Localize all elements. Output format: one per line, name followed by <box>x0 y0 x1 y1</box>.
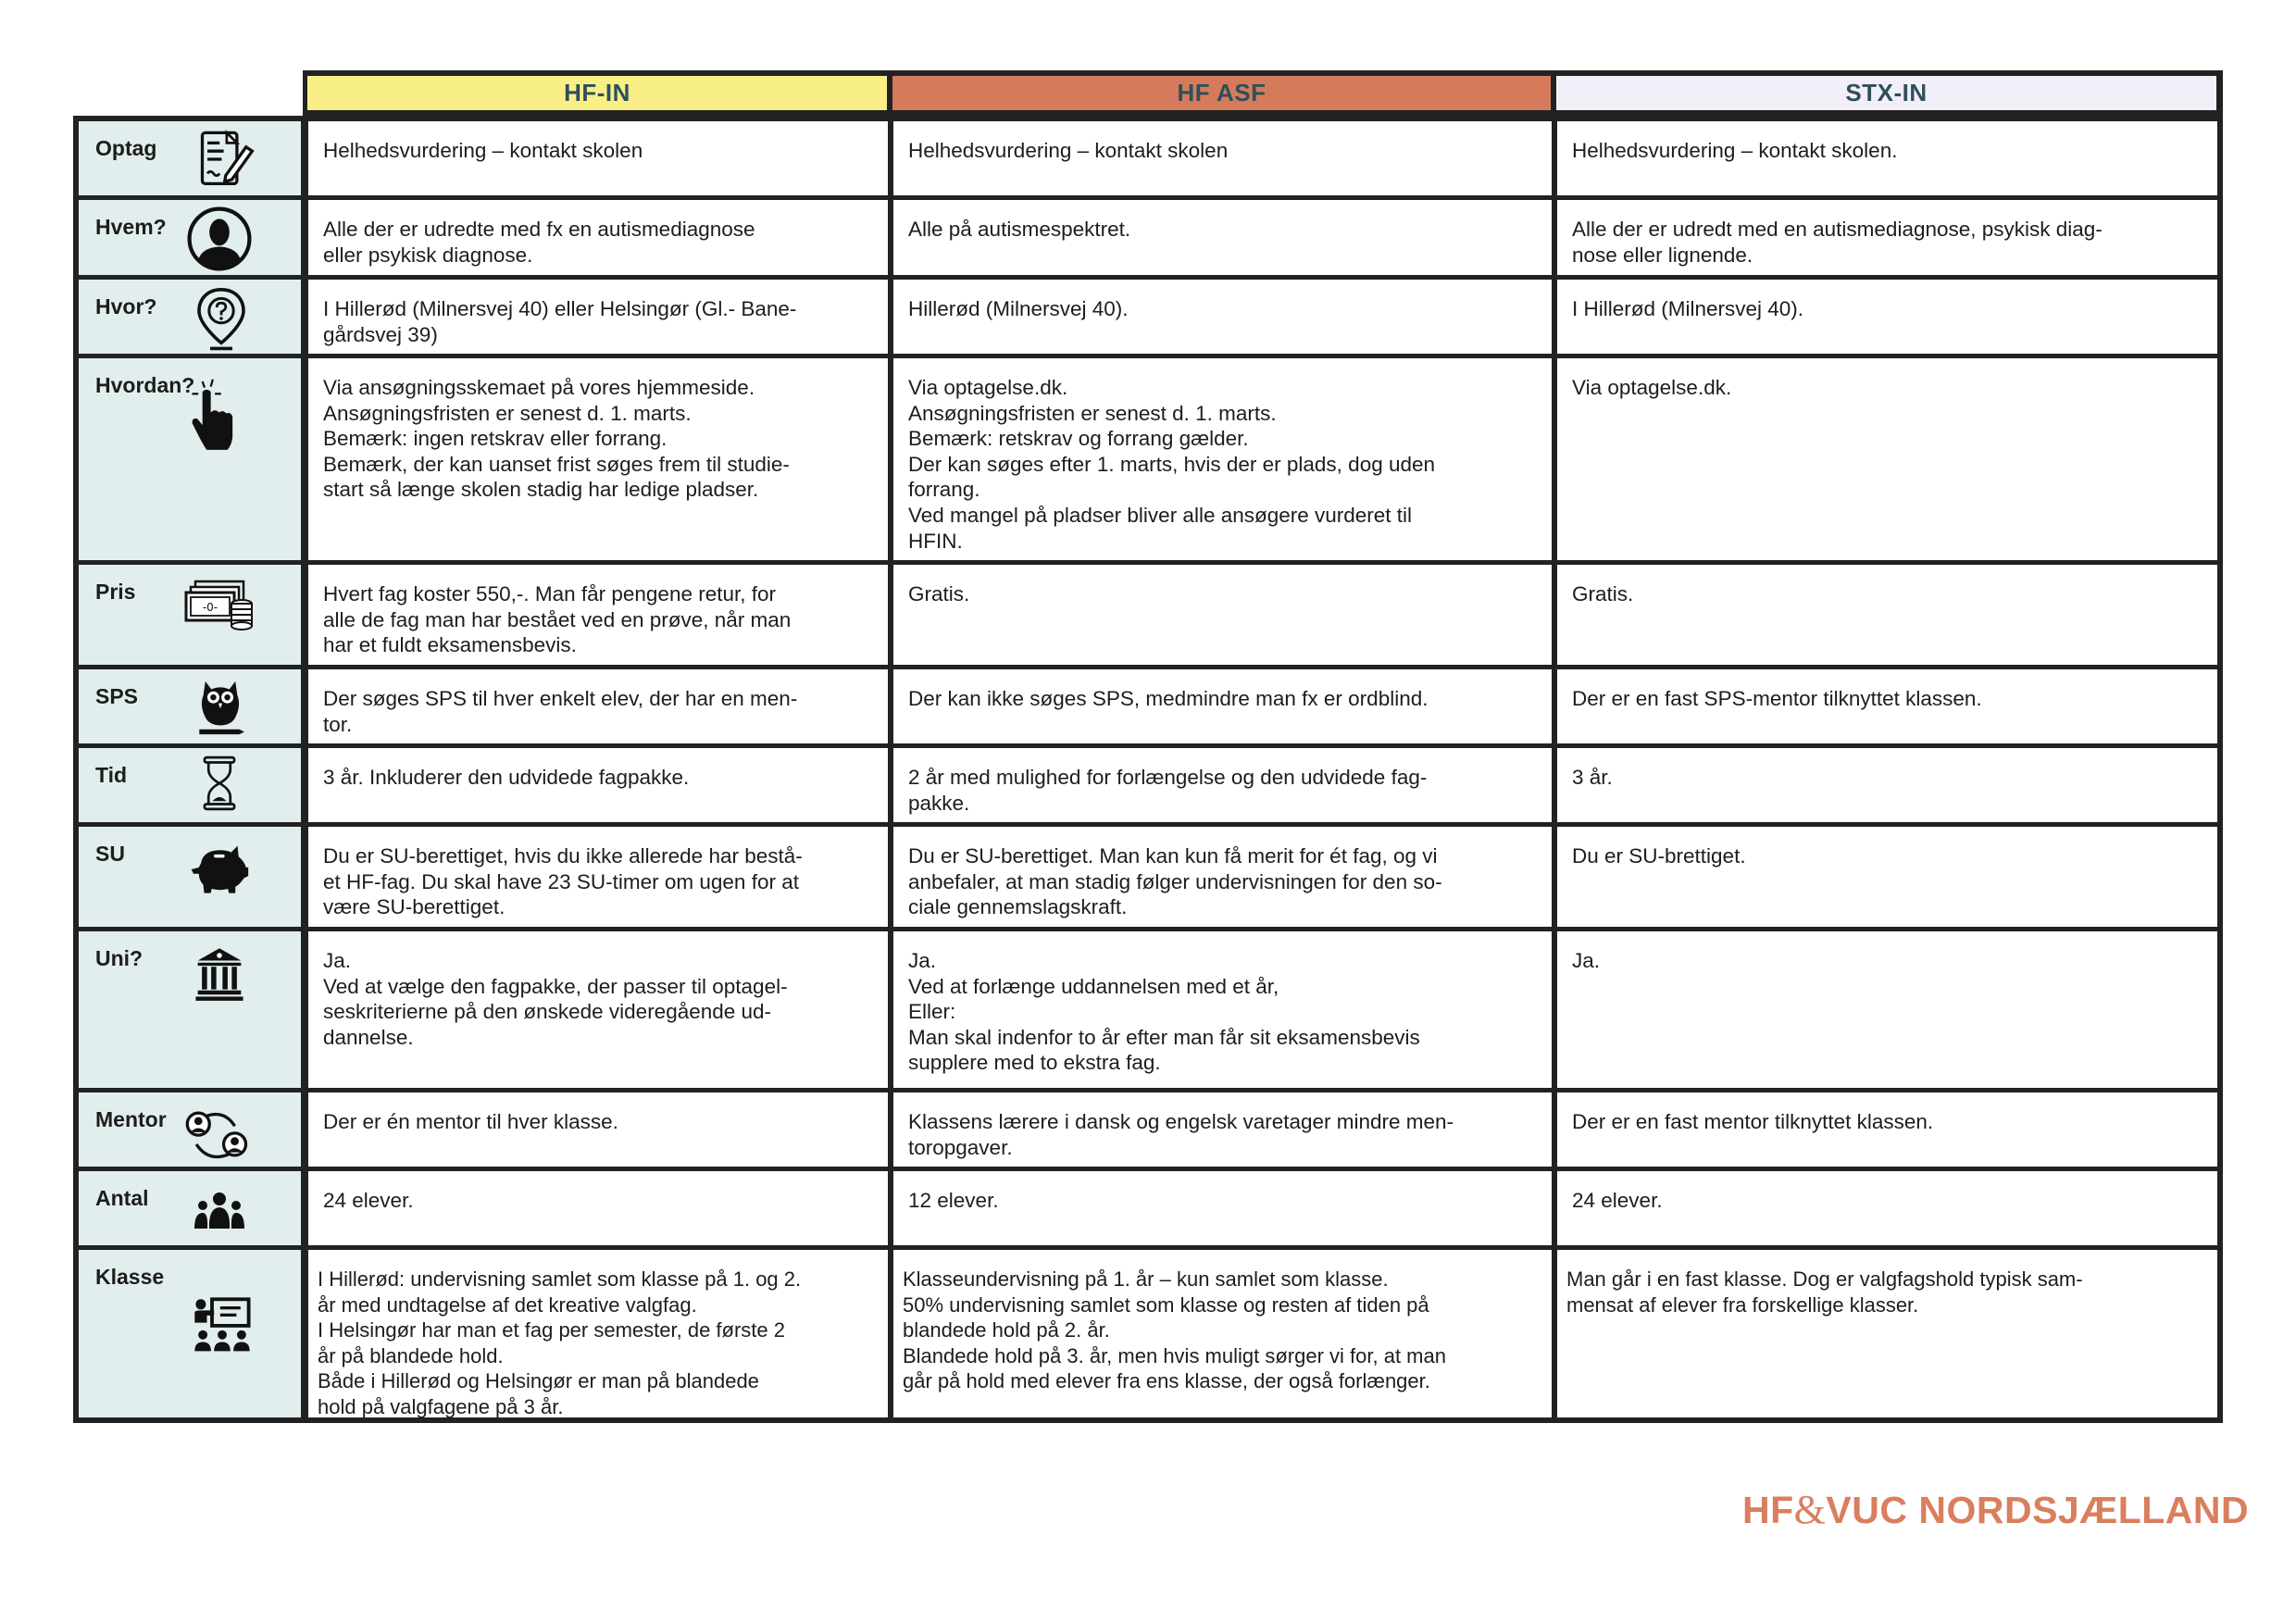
row-label-cell <box>79 1092 301 1167</box>
logo-ampersand: & <box>1793 1487 1827 1532</box>
cell-hf-asf: 2 år med mulighed for forlængelse og den udvidede fag- pakke. <box>893 748 1552 822</box>
logo-part1: HF <box>1742 1489 1794 1531</box>
cell-stx-in: Man går i en fast klasse. Dog er valgfagshold typisk sam- mensat af elever fra forskellige klasser. <box>1557 1250 2217 1417</box>
row-label: Hvordan? <box>95 373 195 397</box>
cell-hf-in: 24 elever. <box>308 1171 888 1245</box>
cell-hf-asf: Helhedsvurdering – kontakt skolen <box>893 121 1552 195</box>
row-label-cell <box>79 931 301 1088</box>
cell-stx-in: Via optagelse.dk. <box>1557 358 2217 560</box>
cell-hf-asf: Du er SU-berettiget. Man kan kun få merit for ét fag, og vi anbefaler, at man stadig følger undervisningen for den so- ciale gennemslagskraft. <box>893 827 1552 927</box>
cell-hf-in: 3 år. Inkluderer den udvidede fagpakke. <box>308 748 888 822</box>
column-header-hf-in: HF-IN <box>307 76 887 110</box>
row-label-cell <box>79 1250 301 1417</box>
cell-hf-in: I Hillerød: undervisning samlet som klasse på 1. og 2. år med undtagelse af det kreative valgfag. I Helsingør har man et fag per semester, de første 2 år på blandede hold. Både i Hillerød og Helsingør er man på blandede hold på valgfagene på 3 år. <box>308 1250 888 1417</box>
hourglass-icon <box>201 755 238 818</box>
cell-stx-in: 24 elever. <box>1557 1171 2217 1245</box>
row-label: Antal <box>95 1186 149 1210</box>
cell-stx-in: Gratis. <box>1557 565 2217 665</box>
cell-stx-in: Ja. <box>1557 931 2217 1088</box>
hand-pointer-icon <box>188 377 240 463</box>
cell-hf-asf: Klassens lærere i dansk og engelsk varetager mindre men- toropgaver. <box>893 1092 1552 1167</box>
row-label-cell <box>79 669 301 743</box>
cell-hf-asf: 12 elever. <box>893 1171 1552 1245</box>
column-header-row <box>303 70 2223 116</box>
cell-hf-asf: Ja. Ved at forlænge uddannelsen med et år, Eller: Man skal indenfor to år efter man får sit eksamensbevis supplere med to ekstra fag. <box>893 931 1552 1088</box>
row-label-cell <box>79 200 301 275</box>
cell-hf-asf: Alle på autismespektret. <box>893 200 1552 275</box>
row-label: Klasse <box>95 1265 165 1289</box>
cell-hf-asf: Gratis. <box>893 565 1552 665</box>
row-label-cell <box>79 565 301 665</box>
row-label: Tid <box>95 763 128 787</box>
person-icon <box>186 206 253 279</box>
cell-stx-in: 3 år. <box>1557 748 2217 822</box>
cell-stx-in: Du er SU-brettiget. <box>1557 827 2217 927</box>
mentor-exchange-icon <box>184 1105 251 1169</box>
location-question-icon <box>193 285 249 358</box>
cell-hf-asf: Via optagelse.dk. Ansøgningsfristen er senest d. 1. marts. Bemærk: retskrav og forrang gælder. Der kan søges efter 1. marts, hvis der er plads, dog uden forrang. Ved mangel på pladser bliver alle ansøgere vurderet til HFIN. <box>893 358 1552 560</box>
table-row <box>73 1171 2223 1245</box>
document-pen-icon <box>197 129 258 196</box>
cell-hf-asf: Der kan ikke søges SPS, medmindre man fx er ordblind. <box>893 669 1552 743</box>
cell-hf-in: Alle der er udredte med fx en autismediagnose eller psykisk diagnose. <box>308 200 888 275</box>
row-label: SPS <box>95 684 139 708</box>
cell-stx-in: Der er en fast mentor tilknyttet klassen. <box>1557 1092 2217 1167</box>
university-building-icon <box>193 946 245 1008</box>
cell-hf-asf: Klasseundervisning på 1. år – kun samlet som klasse. 50% undervisning samlet som klasse og resten af tiden på blandede hold på 2. år. Blandede hold på 3. år, men hvis muligt sørger vi for, at man går på hold med elever fra ens klasse, der også forlænger. <box>893 1250 1552 1417</box>
row-label: Hvem? <box>95 215 167 239</box>
cell-hf-in: Helhedsvurdering – kontakt skolen <box>308 121 888 195</box>
table-row <box>73 280 2223 354</box>
table-row <box>73 1250 2223 1417</box>
row-label-cell <box>79 280 301 354</box>
row-label-cell <box>79 827 301 927</box>
cell-hf-in: Der er én mentor til hver klasse. <box>308 1092 888 1167</box>
table-row <box>73 565 2223 665</box>
cell-stx-in: Alle der er udredt med en autismediagnose, psykisk diag- nose eller lignende. <box>1557 200 2217 275</box>
classroom-icon <box>192 1296 253 1364</box>
cell-hf-in: Hvert fag koster 550,-. Man får pengene retur, for alle de fag man har bestået ved en prøve, når man har et fuldt eksamensbevis. <box>308 565 888 665</box>
svg-text:-0-: -0- <box>202 601 218 614</box>
row-label: Hvor? <box>95 294 157 318</box>
cell-stx-in: Der er en fast SPS-mentor tilknyttet klassen. <box>1557 669 2217 743</box>
cell-hf-in: Ja. Ved at vælge den fagpakke, der passer til optagel- seskriterierne på den ønskede videregående ud- dannelse. <box>308 931 888 1088</box>
table-row <box>73 827 2223 927</box>
row-label: Pris <box>95 580 136 604</box>
table-row <box>73 358 2223 560</box>
table-row <box>73 931 2223 1088</box>
row-label-cell <box>79 121 301 195</box>
row-label-cell <box>79 748 301 822</box>
table-row <box>73 1092 2223 1167</box>
table-body <box>73 116 2223 1423</box>
row-label: Optag <box>95 136 157 160</box>
table-row <box>73 748 2223 822</box>
cell-stx-in: Helhedsvurdering – kontakt skolen. <box>1557 121 2217 195</box>
cell-hf-in: Der søges SPS til hver enkelt elev, der har en men- tor. <box>308 669 888 743</box>
row-label-cell <box>79 1171 301 1245</box>
cell-stx-in: I Hillerød (Milnersvej 40). <box>1557 280 2217 354</box>
table-row <box>73 669 2223 743</box>
column-header-hf-asf: HF ASF <box>892 76 1551 110</box>
cell-hf-in: Via ansøgningsskemaet på vores hjemmeside. Ansøgningsfristen er senest d. 1. marts. Bemærk: ingen retskrav eller forrang. Bemærk, der kan uanset frist søges frem til studie- start så længe skolen stadig har ledige pladser. <box>308 358 888 560</box>
logo <box>1742 1486 2249 1533</box>
logo-part2: VUC NORDSJÆLLAND <box>1826 1489 2250 1531</box>
group-icon <box>192 1192 247 1239</box>
row-label: Uni? <box>95 946 144 970</box>
cell-hf-in: Du er SU-berettiget, hvis du ikke allerede har bestå- et HF-fag. Du skal have 23 SU-timer om ugen for at være SU-berettiget. <box>308 827 888 927</box>
row-label: SU <box>95 842 125 866</box>
cell-hf-in: I Hillerød (Milnersvej 40) eller Helsingør (Gl.- Bane- gårdsvej 39) <box>308 280 888 354</box>
table-row <box>73 121 2223 195</box>
piggy-bank-icon <box>188 842 253 902</box>
column-header-stx-in: STX-IN <box>1556 76 2216 110</box>
owl-icon <box>195 677 245 744</box>
row-label-cell <box>79 358 301 560</box>
row-label: Mentor <box>95 1107 167 1131</box>
money-coins-icon <box>182 578 256 640</box>
cell-hf-asf: Hillerød (Milnersvej 40). <box>893 280 1552 354</box>
table-row <box>73 200 2223 275</box>
